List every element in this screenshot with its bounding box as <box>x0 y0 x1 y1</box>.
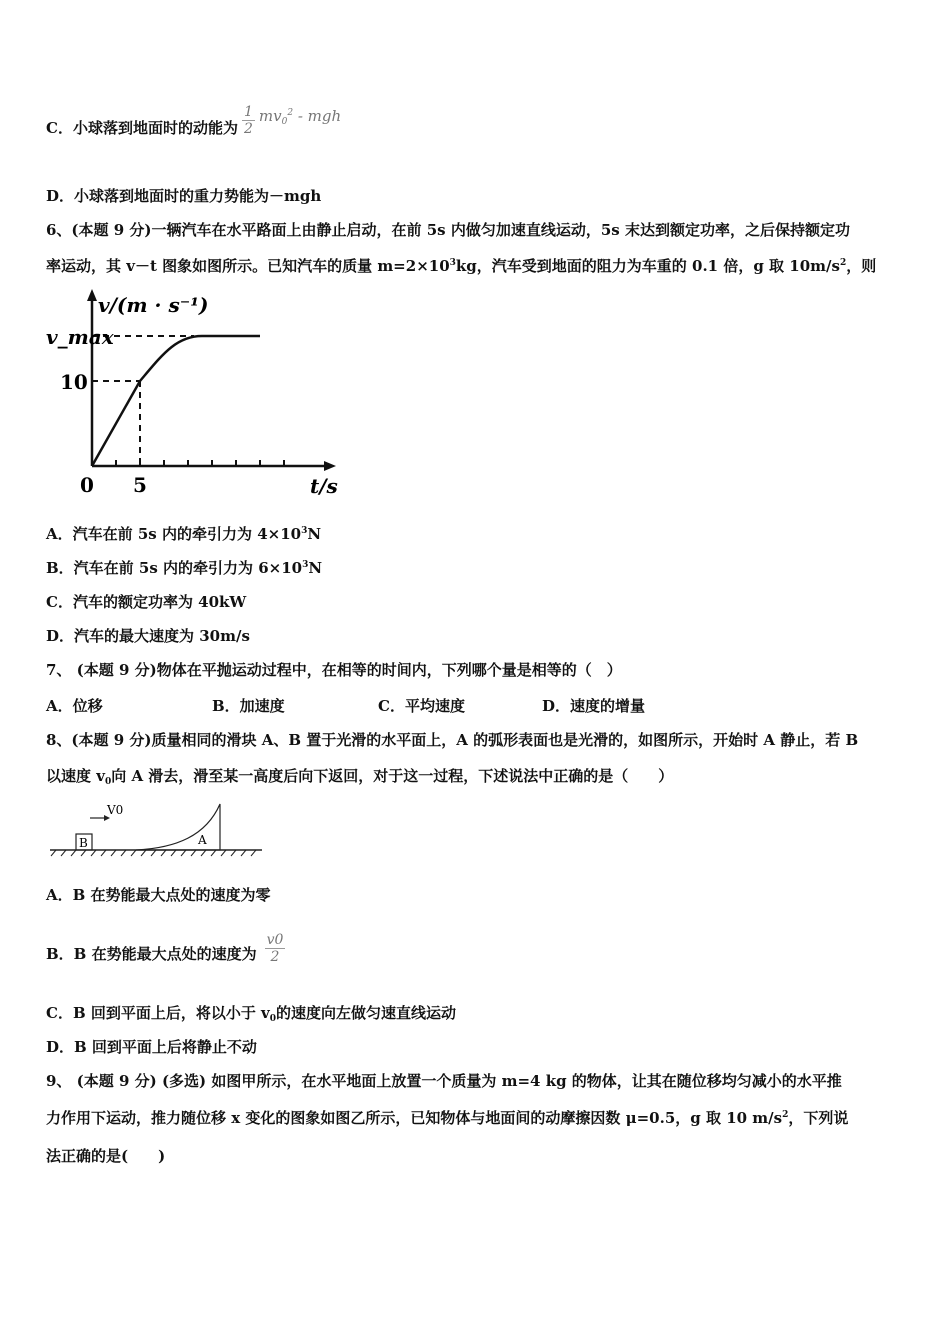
vmax-label: v_max <box>46 325 114 349</box>
q9-stem-line2: 力作用下运动，推力随位移 x 变化的图象如图乙所示，已知物体与地面间的动摩擦因数 μ=0.5，g 取 10 $m/s^2$，下列说 <box>46 1109 849 1127</box>
x-axis-arrow <box>324 461 336 471</box>
fraction-one-half: $\frac{1}{2}$ <box>243 103 253 137</box>
q7-option-c: C．平均速度 <box>378 697 465 715</box>
q8-option-a: A．B 在势能最大点处的速度为零 <box>46 886 271 904</box>
q8-option-b: B．B 在势能最大点处的速度为 $\frac{v0}{2}$ <box>46 931 284 965</box>
q8-option-c: C．B 回到平面上后，将以小于 $v_0$的速度向左做匀速直线运动 <box>46 1004 457 1024</box>
y-axis-label: v/(m · s⁻¹) <box>98 293 209 317</box>
q9-stem-line3: 法正确的是( ) <box>46 1147 166 1165</box>
q5-option-d: D．小球落到地面时的重力势能为－mgh <box>46 187 322 205</box>
q7-option-a: A．位移 <box>46 697 103 715</box>
slider-a <box>136 804 220 850</box>
q8-stem-line1: 8、(本题 9 分)质量相同的滑块 A、B 置于光滑的水平面上，A 的弧形表面也是光滑的，如图所示，开始时 A 静止，若 B <box>46 731 859 749</box>
q7-option-d: D．速度的增量 <box>542 697 646 715</box>
kinetic-energy-expression: $mv_0^2$ - mgh <box>258 107 342 127</box>
q6-option-a: A．汽车在前 5s 内的牵引力为 $4\times 10^3N$ <box>46 525 322 543</box>
q6-option-c: C．汽车的额定功率为 40kW <box>46 593 247 611</box>
v0-label: V0 <box>107 803 124 817</box>
q6-stem-line2: 率运动，其 v－t 图象如图所示。已知汽车的质量 $m=2\times 10^3kg$，汽车受到地面的阻力为车重的 0.1 倍，g 取 $10m/s^2$，则 <box>46 257 877 275</box>
x-tick-5: 5 <box>133 473 147 497</box>
fraction-v0-over-2: $\frac{v0}{2}$ <box>266 931 284 965</box>
x-axis-label: t/s <box>310 474 338 498</box>
q8-option-d: D．B 回到平面上后将静止不动 <box>46 1038 257 1056</box>
q8-stem-line2: 以速度 $v_0$向 A 滑去，滑至某一高度后向下返回，对于这一过程，下述说法中正确的是（ ） <box>46 767 674 787</box>
q7-stem: 7、 (本题 9 分)物体在平抛运动过程中，在相等的时间内，下列哪个量是相等的（ ） <box>46 661 622 679</box>
q7-option-b: B．加速度 <box>212 697 285 715</box>
y-axis-arrow <box>87 289 97 301</box>
q8-figure <box>48 798 268 862</box>
q6-option-b: B．汽车在前 5s 内的牵引力为 $6\times 10^3N$ <box>46 559 323 577</box>
q9-stem-line1: 9、 (本题 9 分) (多选) 如图甲所示，在水平地面上放置一个质量为 m=4 kg 的物体，让其在随位移均匀减小的水平推 <box>46 1072 842 1090</box>
q6-option-d: D．汽车的最大速度为 30m/s <box>46 627 250 645</box>
slider-a-label: A <box>198 833 207 847</box>
q5-option-c: C．小球落到地面时的动能为 $\frac{1}{2}$ $mv_0^2$ - mgh <box>46 103 342 137</box>
q6-stem-line1: 6、(本题 9 分)一辆汽车在水平路面上由静止启动，在前 5s 内做匀加速直线运动，5s 末达到额定功率，之后保持额定功 <box>46 221 850 239</box>
velocity-curve <box>92 336 260 466</box>
q6-vt-graph <box>44 285 344 500</box>
block-b-label: B <box>79 836 88 850</box>
origin-label: 0 <box>80 473 94 497</box>
ground-hatching <box>51 850 256 856</box>
y-tick-10: 10 <box>60 370 88 394</box>
